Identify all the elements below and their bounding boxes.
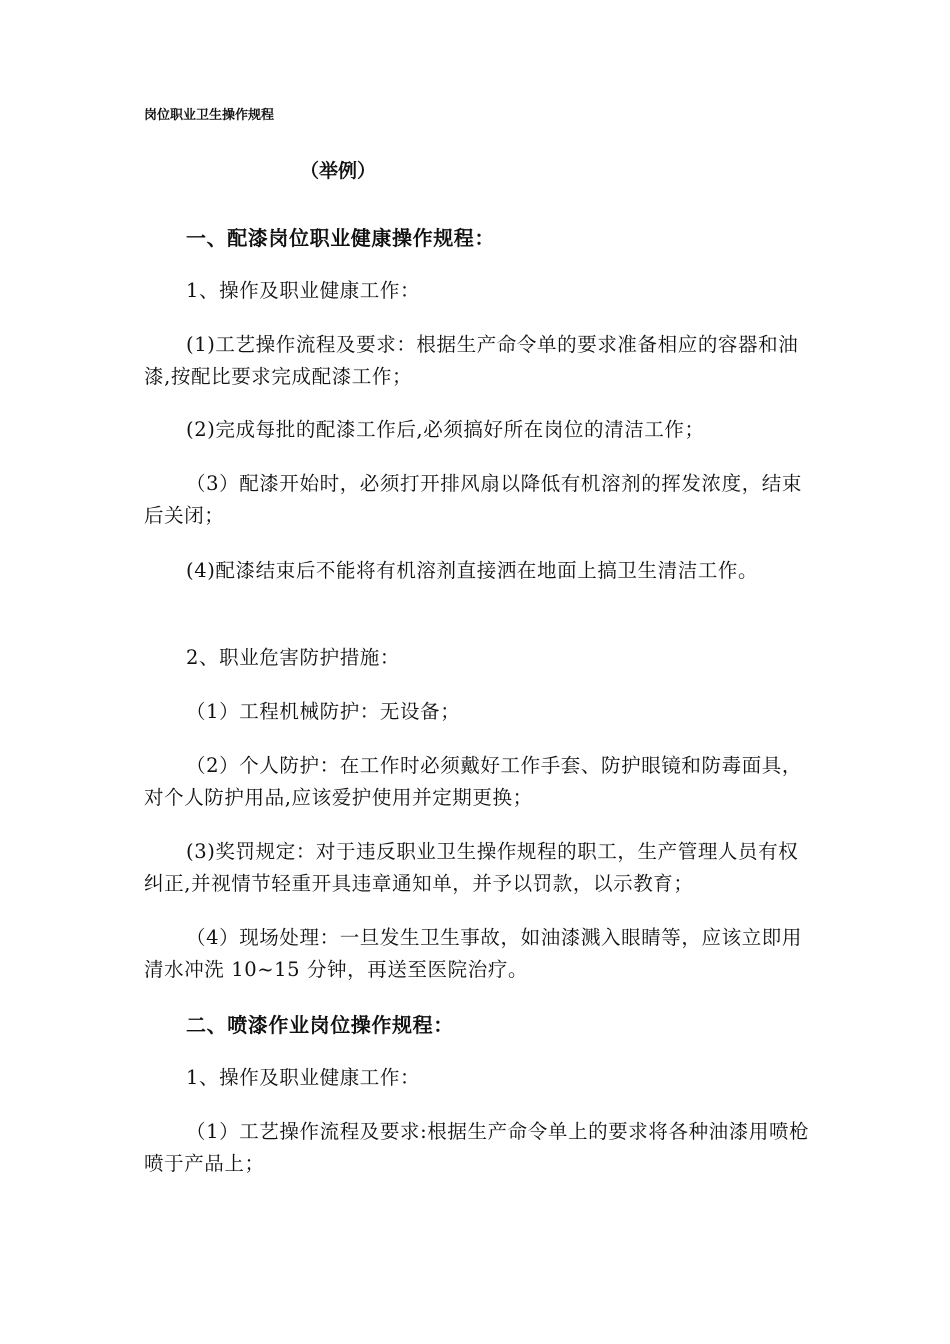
paragraph: (3)奖罚规定：对于违反职业卫生操作规程的职工，生产管理人员有权纠正,并视情节轻重开具违章通知单，并予以罚款，以示教育； [144, 840, 799, 895]
paragraph: (1)工艺操作流程及要求：根据生产命令单的要求准备相应的容器和油漆,按配比要求完成配漆工作； [144, 333, 799, 388]
paragraph: （4）现场处理：一旦发生卫生事故，如油漆溅入眼睛等，应该立即用清水冲洗 10~15 分钟，再送至医院治疗。 [144, 926, 803, 981]
paragraph: （1）工程机械防护：无设备； [186, 700, 461, 723]
paragraph: （2）个人防护：在工作时必须戴好工作手套、防护眼镜和防毒面具，对个人防护用品,应该爱护使用并定期更换； [144, 754, 803, 809]
subsection-heading: 1、操作及职业健康工作： [186, 1066, 421, 1089]
paragraph: (4)配漆结束后不能将有机溶剂直接洒在地面上搞卫生清洁工作。 [186, 559, 759, 582]
paragraph: (2)完成每批的配漆工作后,必须搞好所在岗位的清洁工作； [186, 418, 705, 441]
paragraph: （1）工艺操作流程及要求:根据生产命令单上的要求将各种油漆用喷枪喷于产品上； [144, 1120, 810, 1175]
subsection-heading: 2、职业危害防护措施： [186, 646, 401, 669]
document-title: 岗位职业卫生操作规程 [144, 108, 275, 123]
subsection-heading: 1、操作及职业健康工作： [186, 279, 421, 302]
paragraph: （3）配漆开始时，必须打开排风扇以降低有机溶剂的挥发浓度，结束后关闭； [144, 472, 803, 527]
section-heading-2: 二、喷漆作业岗位操作规程： [186, 1013, 454, 1037]
document-subtitle: （举例） [300, 160, 377, 182]
section-heading-1: 一、配漆岗位职业健康操作规程： [186, 226, 495, 250]
